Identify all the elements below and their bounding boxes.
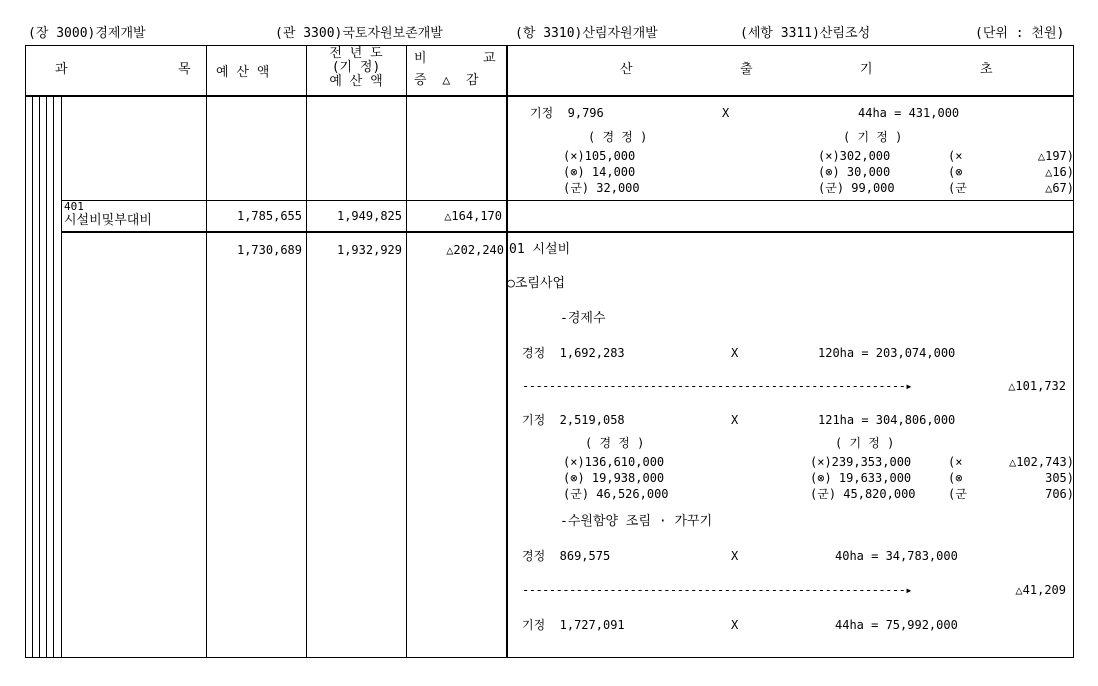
row401-budget: 1,785,655 bbox=[236, 209, 302, 223]
row401-diff: △164,170 bbox=[444, 209, 502, 223]
hierarchy-line-3 bbox=[46, 96, 47, 658]
header-bottom-rule bbox=[25, 95, 1074, 97]
top-row-2-left: (⊗) 14,000 bbox=[563, 165, 636, 179]
row01-sub-row-2-mid: (⊗) 19,633,000 bbox=[810, 471, 912, 485]
col-header-subject-b: 목 bbox=[178, 62, 191, 77]
row01-budget: 1,730,689 bbox=[236, 243, 302, 257]
col-header-prev-3: 예 산 액 bbox=[329, 74, 383, 89]
col-divider-budget bbox=[306, 45, 307, 658]
row01-l1-right: 120ha = 203,074,000 bbox=[818, 346, 956, 360]
hierarchy-line-1 bbox=[32, 96, 33, 658]
top-line1-right: 44ha = 431,000 bbox=[858, 106, 960, 120]
top-row-2-diff: △16) bbox=[1045, 165, 1074, 179]
row01-dash-arrow-1: ---------------------------------------------------------▸ bbox=[522, 379, 913, 393]
row01-sub-row-3-left: (군) 46,526,000 bbox=[563, 487, 669, 501]
col-header-compare-a: 비 bbox=[414, 51, 427, 66]
header-sehang: (세항 3311)산림조성 bbox=[740, 26, 871, 41]
top-row-2-tag: (⊗ bbox=[948, 165, 963, 179]
col-header-prev-1: 전 년 도 bbox=[329, 46, 383, 61]
row01-title: 01 시설비 bbox=[509, 242, 571, 257]
col-header-basis-3: 기 bbox=[860, 62, 873, 77]
col-header-basis-2: 출 bbox=[740, 62, 753, 77]
row01-sub-right-title: ( 기 정 ) bbox=[835, 436, 895, 450]
top-row-1-left: (×)105,000 bbox=[563, 149, 636, 163]
row01-l1-x: X bbox=[731, 346, 739, 360]
row01-l1-left: 경정 1,692,283 bbox=[522, 346, 625, 360]
header-jang: (장 3000)경제개발 bbox=[28, 26, 146, 41]
top-row-1-tag: (× bbox=[948, 149, 963, 163]
col-header-basis-1: 산 bbox=[620, 62, 633, 77]
col-header-subject-a: 과 bbox=[55, 62, 68, 77]
row-rule-bottom-401 bbox=[62, 231, 1074, 233]
col-divider-prev bbox=[406, 45, 407, 658]
row401-name: 시설비및부대비 bbox=[64, 213, 152, 228]
row01-dash-arrow-2: ---------------------------------------------------------▸ bbox=[522, 583, 913, 597]
top-row-3-tag: (군 bbox=[948, 181, 967, 195]
top-row-1-mid: (×)302,000 bbox=[818, 149, 891, 163]
top-sub-right-title: ( 기 정 ) bbox=[843, 130, 903, 144]
row401-code: 401 bbox=[64, 200, 84, 213]
row01-sub-row-3-mid: (군) 45,820,000 bbox=[810, 487, 916, 501]
hierarchy-line-4 bbox=[53, 96, 54, 658]
header-hang: (항 3310)산림자원개발 bbox=[515, 26, 658, 41]
row01-sub-row-1-diff: △102,743) bbox=[1008, 455, 1074, 469]
hierarchy-line-5 bbox=[61, 96, 62, 658]
row01-l4-left: 기정 1,727,091 bbox=[522, 618, 625, 632]
row01-sub-left-title: ( 경 정 ) bbox=[585, 436, 645, 450]
top-row-3-mid: (군) 99,000 bbox=[818, 181, 895, 195]
row01-sub1: -경제수 bbox=[560, 311, 606, 326]
row01-diff: △202,240 bbox=[446, 243, 504, 257]
header-gwan: (관 3300)국토자원보존개발 bbox=[275, 26, 443, 41]
col-divider-compare bbox=[506, 45, 508, 658]
col-header-prev-2: (기 정) bbox=[331, 60, 381, 75]
row01-l2-x: X bbox=[731, 413, 739, 427]
row01-sub-row-3-diff: 706) bbox=[1045, 487, 1074, 501]
col-divider-subject bbox=[206, 45, 207, 658]
row-rule-top-401 bbox=[62, 200, 1074, 201]
row01-project: ○조림사업 bbox=[507, 276, 566, 291]
row01-sub-row-2-tag: (⊗ bbox=[948, 471, 963, 485]
row01-prev: 1,932,929 bbox=[336, 243, 402, 257]
top-line1-left: 기정 9,796 bbox=[530, 106, 604, 120]
row01-d2-diff: △41,209 bbox=[1015, 583, 1066, 597]
row01-sub-row-2-diff: 305) bbox=[1045, 471, 1074, 485]
header-unit: (단위 : 천원) bbox=[975, 26, 1065, 41]
col-header-compare-b: 교 bbox=[483, 51, 496, 66]
row01-l4-right: 44ha = 75,992,000 bbox=[835, 618, 958, 632]
row01-sub-row-1-mid: (×)239,353,000 bbox=[810, 455, 912, 469]
row01-sub-row-2-left: (⊗) 19,938,000 bbox=[563, 471, 665, 485]
row401-prev: 1,949,825 bbox=[336, 209, 402, 223]
top-row-1-diff: △197) bbox=[1037, 149, 1074, 163]
row01-l2-left: 기정 2,519,058 bbox=[522, 413, 625, 427]
row01-l3-right: 40ha = 34,783,000 bbox=[835, 549, 958, 563]
row01-l3-x: X bbox=[731, 549, 739, 563]
hierarchy-line-2 bbox=[39, 96, 40, 658]
top-row-3-diff: △67) bbox=[1045, 181, 1074, 195]
col-header-basis-4: 초 bbox=[980, 62, 993, 77]
row01-sub-row-1-tag: (× bbox=[948, 455, 963, 469]
top-row-2-mid: (⊗) 30,000 bbox=[818, 165, 891, 179]
row01-sub2: -수원함양 조림 · 가꾸기 bbox=[560, 514, 713, 529]
row01-l4-x: X bbox=[731, 618, 739, 632]
row01-l3-left: 경정 869,575 bbox=[522, 549, 611, 563]
row01-l2-right: 121ha = 304,806,000 bbox=[818, 413, 956, 427]
top-line1-x: X bbox=[722, 106, 730, 120]
top-row-3-left: (군) 32,000 bbox=[563, 181, 640, 195]
col-header-budget: 예 산 액 bbox=[216, 65, 270, 80]
row01-sub-row-3-tag: (군 bbox=[948, 487, 967, 501]
row01-sub-row-1-left: (×)136,610,000 bbox=[563, 455, 665, 469]
col-header-compare-change: 증 △ 감 bbox=[414, 73, 479, 88]
top-sub-left-title: ( 경 정 ) bbox=[588, 130, 648, 144]
row01-d1-diff: △101,732 bbox=[1008, 379, 1066, 393]
